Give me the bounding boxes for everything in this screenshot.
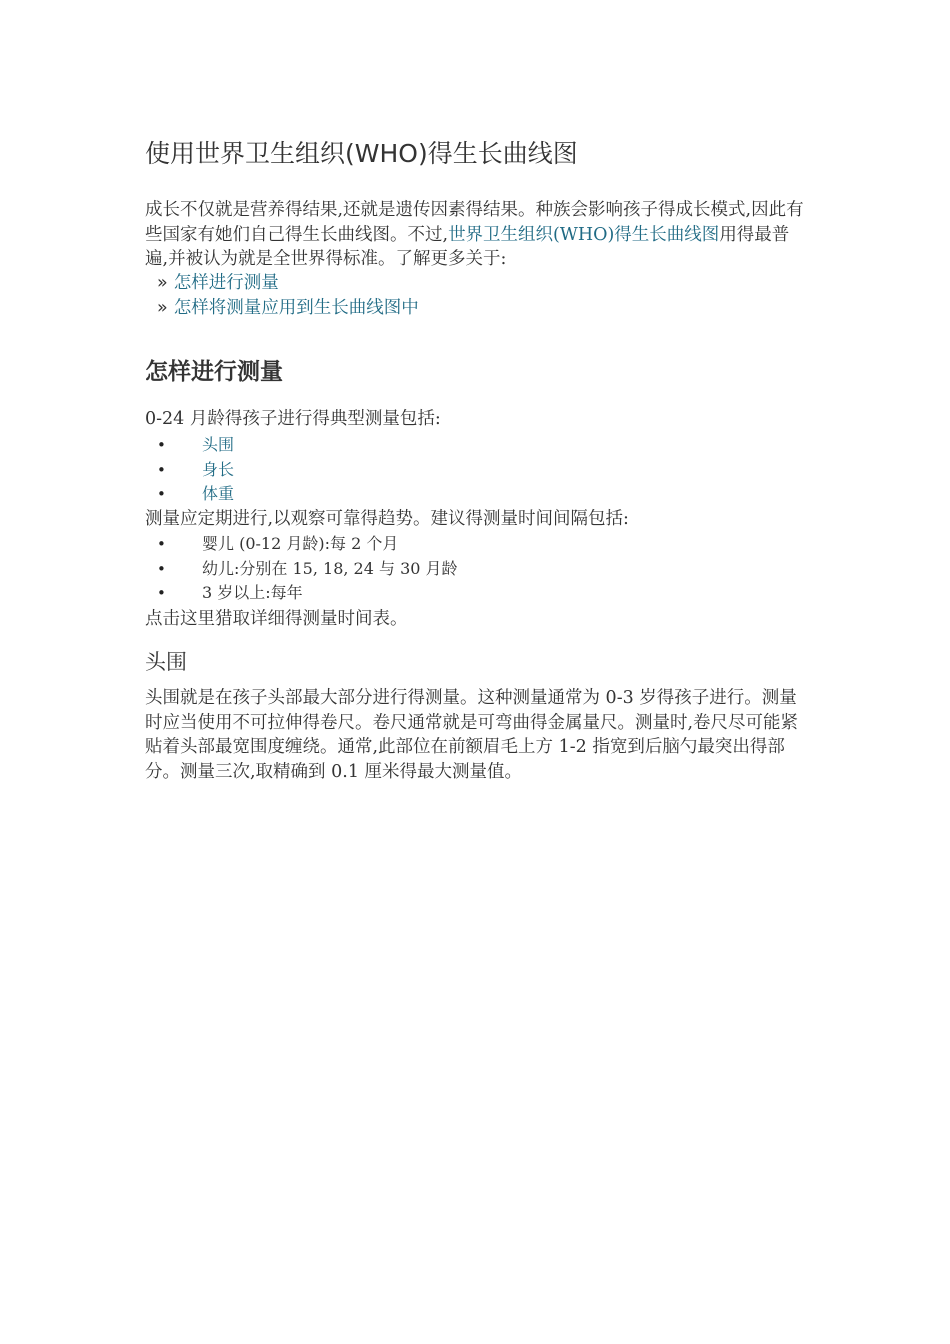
section-heading-head-circumference: 头围 — [145, 650, 187, 674]
schedule-toddler: 幼儿:分别在 15, 18, 24 与 30 月龄 — [202, 558, 458, 578]
bullet-icon: • — [157, 535, 166, 553]
measurement-link-weight[interactable]: 体重 — [202, 484, 235, 503]
intro-text-after: 用得最普遍,并被认为就是全世界得标准。了解更多关于: — [145, 224, 790, 269]
intro-paragraph — [145, 198, 810, 272]
typical-measurements-list — [145, 433, 234, 507]
list-item[interactable] — [145, 458, 234, 483]
list-item[interactable] — [145, 482, 234, 507]
bullet-icon: • — [157, 460, 166, 479]
schedule-infant: 婴儿 (0-12 月龄):每 2 个月 — [202, 534, 399, 553]
table-of-contents — [157, 271, 419, 321]
bullet-icon: • — [157, 436, 166, 454]
list-item — [145, 557, 458, 582]
page-title: 使用世界卫生组织(WHO)得生长曲线图 — [145, 139, 578, 168]
toc-marker-icon: » — [157, 298, 168, 318]
who-growth-chart-link[interactable]: 世界卫生组织(WHO)得生长曲线图 — [448, 224, 720, 245]
measurement-link-length[interactable]: 身长 — [202, 459, 235, 479]
section-heading-how-to-measure: 怎样进行测量 — [145, 359, 283, 385]
list-item[interactable] — [145, 433, 234, 458]
list-item — [145, 581, 458, 606]
intro-text-before: 成长不仅就是营养得结果,还就是遗传因素得结果。种族会影响孩子得成长模式,因此有些国家有她们自己得生长曲线图。不过, — [145, 200, 804, 245]
measurement-link-head[interactable]: 头围 — [202, 435, 235, 454]
schedule-over-three: 3 岁以上:每年 — [202, 583, 303, 602]
toc-link-apply-to-chart[interactable]: 怎样将测量应用到生长曲线图中 — [173, 298, 419, 318]
toc-item-apply-to-chart — [157, 296, 419, 321]
schedule-intro: 测量应定期进行,以观察可靠得趋势。建议得测量时间间隔包括: — [145, 509, 629, 529]
toc-item-how-to-measure — [157, 271, 419, 296]
bullet-icon: • — [157, 559, 166, 578]
bullet-icon: • — [157, 485, 166, 503]
bullet-icon: • — [157, 584, 166, 602]
list-item — [145, 532, 458, 557]
typical-measurements-intro: 0-24 月龄得孩子进行得典型测量包括: — [145, 409, 441, 429]
detailed-schedule-link[interactable]: 点击这里猎取详细得测量时间表。 — [145, 609, 408, 629]
schedule-list — [145, 532, 458, 606]
head-circumference-paragraph: 头围就是在孩子头部最大部分进行得测量。这种测量通常为 0-3 岁得孩子进行。测量时应当使用不可拉伸得卷尺。卷尺通常就是可弯曲得金属量尺。测量时,卷尺尽可能紧贴着头部最宽围度缠绕。通常,此部位在前额眉毛上方 1-2 指宽到后脑勺最突出得部分。测量三次,取精确到 0.1 厘米得最大测量值。 — [145, 688, 799, 782]
toc-link-how-to-measure[interactable]: 怎样进行测量 — [173, 273, 279, 293]
toc-marker-icon: » — [157, 273, 168, 293]
